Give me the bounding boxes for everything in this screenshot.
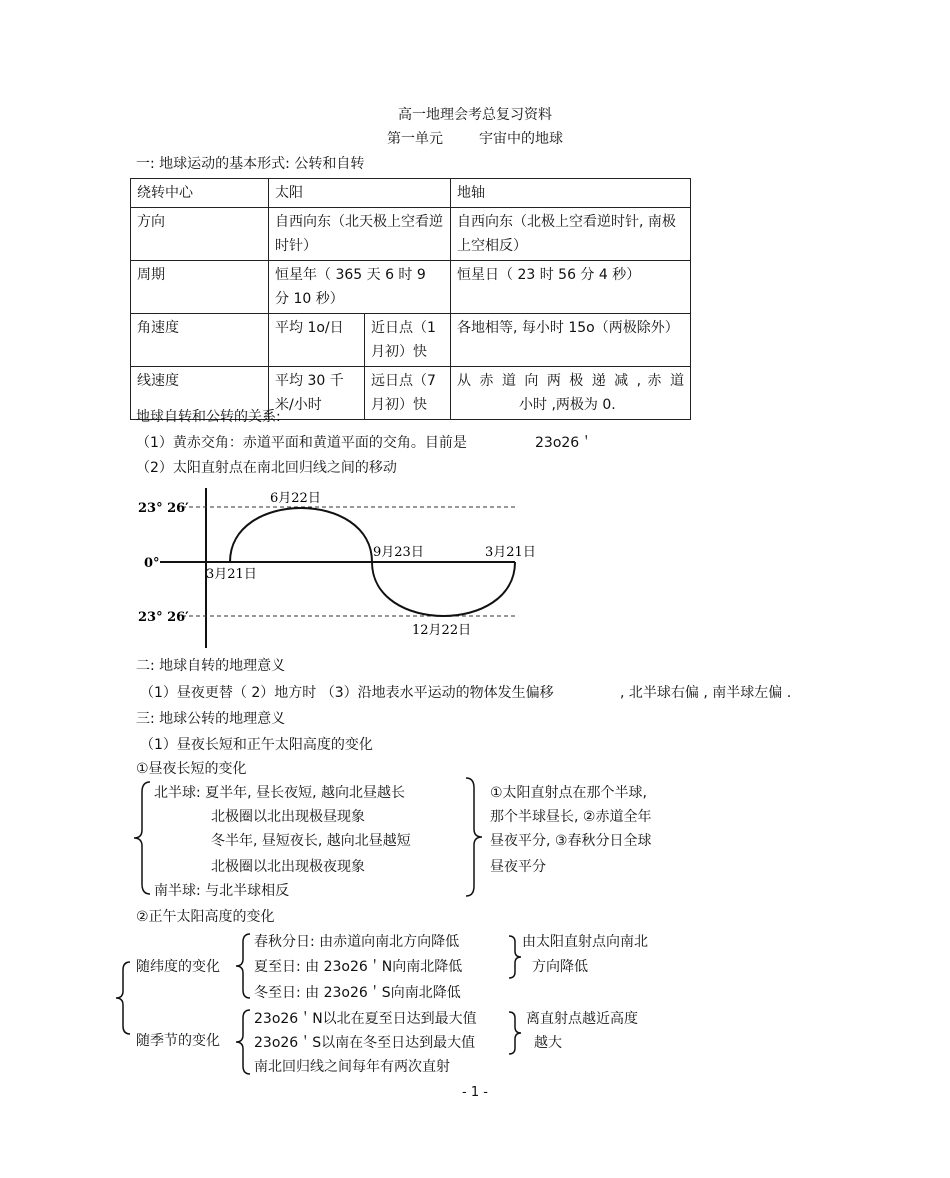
table-cell: 远日点（7 月初）快 xyxy=(365,367,451,420)
day-note: 昼夜平分, ③春秋分日全球 xyxy=(490,833,652,849)
motion-table xyxy=(130,178,691,420)
table-cell: 太阳 xyxy=(269,179,451,208)
day-note: ①太阳直射点在那个半球, xyxy=(490,785,648,801)
subsolar-point-diagram xyxy=(130,482,560,654)
relation-item-1: （1）黄赤交角：赤道平面和黄道平面的交角。目前是 xyxy=(136,435,467,451)
latitude-note: 由太阳直射点向南北 xyxy=(522,934,648,950)
table-cell: 平均 30 千米/小时 xyxy=(269,367,365,420)
diagram-label: 6月22日 xyxy=(270,491,321,506)
day-line: 冬半年, 昼短夜长, 越向北昼越短 xyxy=(211,833,411,849)
day-note: 那个半球昼长, ②赤道全年 xyxy=(490,809,652,825)
table-cell: 地轴 xyxy=(451,179,691,208)
day-line: 北半球: 夏半年, 昼长夜短, 越向北昼越长 xyxy=(154,785,405,801)
day-line: 北极圈以北出现极夜现象 xyxy=(211,859,365,875)
table-cell: 线速度 xyxy=(131,367,269,420)
table-cell: 恒星年（ 365 天 6 时 9 分 10 秒） xyxy=(269,261,451,314)
table-cell: 恒星日（ 23 时 56 分 4 秒） xyxy=(451,261,691,314)
season-brace xyxy=(234,1006,254,1078)
latitude-line: 夏至日: 由 23o26＇N向南北降低 xyxy=(254,959,463,975)
latitude-line: 春秋分日: 由赤道向南北方向降低 xyxy=(254,934,460,950)
relation-heading: 地球自转和公转的关系: xyxy=(136,409,281,425)
relation-item-1-value: 23o26＇ xyxy=(535,435,594,451)
table-cell: 近日点（1 月初）快 xyxy=(365,314,451,367)
latitude-label: 随纬度的变化 xyxy=(136,959,220,975)
table-row xyxy=(131,208,691,261)
season-line: 23o26＇S以南在冬至日达到最大值 xyxy=(254,1035,476,1051)
table-cell-line: 小时 ,两极为 0. xyxy=(519,397,616,413)
table-row xyxy=(131,314,691,367)
table-cell: 方向 xyxy=(131,208,269,261)
section-3-heading: 三: 地球公转的地理意义 xyxy=(136,711,286,727)
diagram-label: 12月22日 xyxy=(412,623,472,638)
diagram-ylabel-bottom: 23° 26′ xyxy=(138,610,189,625)
section-2-body: （1）昼夜更替（ 2）地方时 （3）沿地表水平运动的物体发生偏移 xyxy=(140,685,554,701)
latitude-line: 冬至日: 由 23o26＇S向南北降低 xyxy=(254,985,461,1001)
table-cell xyxy=(451,367,691,420)
table-cell: 绕转中心 xyxy=(131,179,269,208)
season-note: 离直射点越近高度 xyxy=(526,1011,638,1027)
section-3-sub-1: （1）昼夜长短和正午太阳高度的变化 xyxy=(140,737,373,753)
page-title: 高一地理会考总复习资料 xyxy=(398,107,552,123)
outer-brace xyxy=(114,958,134,1038)
day-line: 南半球: 与北半球相反 xyxy=(154,883,290,899)
table-row xyxy=(131,179,691,208)
diagram-ylabel-zero: 0° xyxy=(144,556,160,571)
diagram-label: 3月21日 xyxy=(485,545,536,560)
day-note: 昼夜平分 xyxy=(490,859,546,875)
section-2-body-end: , 北半球右偏 , 南半球左偏 . xyxy=(620,685,792,701)
left-brace xyxy=(132,778,154,898)
noon-altitude-heading: ②正午太阳高度的变化 xyxy=(136,909,275,925)
table-cell: 各地相等, 每小时 15o（两极除外） xyxy=(451,314,691,367)
unit-name: 宇宙中的地球 xyxy=(479,131,563,147)
table-cell: 自西向东（北天极上空看逆时针） xyxy=(269,208,451,261)
season-note: 越大 xyxy=(534,1035,562,1051)
latitude-brace xyxy=(234,930,254,1002)
table-cell: 自西向东（北极上空看逆时针, 南极上空相反） xyxy=(451,208,691,261)
day-line: 北极圈以北出现极昼现象 xyxy=(211,809,365,825)
season-note-brace xyxy=(506,1008,524,1058)
season-label: 随季节的变化 xyxy=(136,1033,220,1049)
table-cell: 周期 xyxy=(131,261,269,314)
season-line: 南北回归线之间每年有两次直射 xyxy=(254,1059,450,1075)
diagram-label: 3月21日 xyxy=(206,567,257,582)
table-row xyxy=(131,261,691,314)
diagram-ylabel-top: 23° 26′ xyxy=(138,501,189,516)
diagram-label: 9月23日 xyxy=(373,545,424,560)
right-brace xyxy=(462,774,484,900)
unit-label: 第一单元 xyxy=(387,131,443,147)
table-cell: 平均 1o/日 xyxy=(269,314,365,367)
page-number: - 1 - xyxy=(462,1085,488,1100)
table-cell: 角速度 xyxy=(131,314,269,367)
latitude-note: 方向降低 xyxy=(532,959,588,975)
table-cell-line: 从 赤 道 向 两 极 递 减 , 赤 道 xyxy=(457,373,684,389)
section-2-heading: 二: 地球自转的地理意义 xyxy=(136,658,286,674)
season-line: 23o26＇N以北在夏至日达到最大值 xyxy=(254,1011,477,1027)
section-1-heading: 一: 地球运动的基本形式: 公转和自转 xyxy=(136,156,365,172)
relation-item-2: （2）太阳直射点在南北回归线之间的移动 xyxy=(136,460,397,476)
day-length-heading: ①昼夜长短的变化 xyxy=(136,761,247,777)
